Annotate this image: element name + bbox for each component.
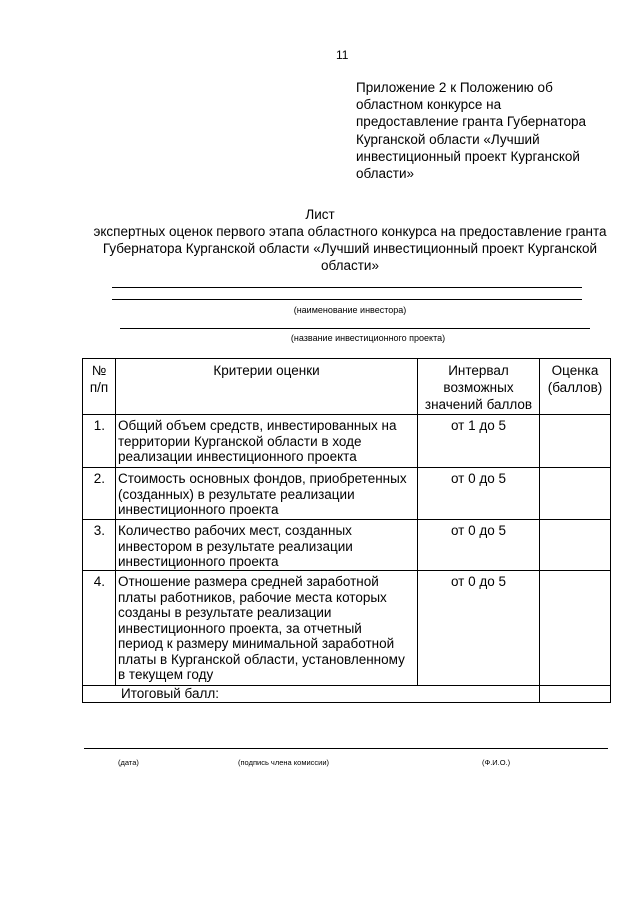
subtitle-line: области» — [320, 258, 379, 274]
header-score: Оценка (баллов) — [540, 359, 611, 415]
total-label: Итоговый балл: — [83, 686, 540, 703]
project-caption: (название инвестиционного проекта) — [290, 333, 446, 343]
score-input-cell[interactable] — [540, 468, 611, 520]
subtitle-line: экспертных оценок первого этапа областного конкурса на предоставление гранта — [93, 224, 607, 239]
criterion-description: Общий объем средств, инвестированных на территории Курганской области в ходе реализации инвестиционного проекта — [116, 415, 418, 468]
score-input-cell[interactable] — [540, 520, 611, 571]
table-row — [83, 520, 611, 571]
total-row — [83, 686, 611, 703]
criterion-description: Стоимость основных фондов, приобретенных (созданных) в результате реализации инвестиционного проекта — [116, 468, 418, 520]
appendix-line: предоставление гранта Губернатора — [356, 114, 587, 130]
row-number: 4. — [83, 571, 116, 686]
table-row — [83, 468, 611, 520]
table-row — [83, 571, 611, 686]
appendix-line: области» — [356, 166, 415, 182]
row-number: 1. — [83, 415, 116, 468]
criterion-description: Отношение размера средней заработной платы работников, рабочие места которых созданы в результате реализации инвестиционного проекта, за отчетный период к размеру минимальной заработной платы в Курганской области, установленному в текущем году — [116, 571, 418, 686]
score-input-cell[interactable] — [540, 571, 611, 686]
appendix-line: Курганской области «Лучший — [356, 131, 540, 147]
criterion-description: Количество рабочих мест, созданных инвестором в результате реализации инвестиционного проекта — [116, 520, 418, 571]
row-number: 3. — [83, 520, 116, 571]
investor-name-line — [112, 299, 582, 300]
evaluation-table — [82, 358, 611, 703]
score-range: от 0 до 5 — [418, 468, 540, 520]
signature-line — [84, 748, 608, 749]
score-range: от 0 до 5 — [418, 571, 540, 686]
header-number: № п/п — [83, 359, 116, 415]
project-name-line — [120, 328, 590, 329]
table-header-row — [83, 359, 611, 415]
appendix-line: инвестиционный проект Курганской — [356, 148, 580, 164]
appendix-note — [356, 79, 612, 182]
appendix-line: Приложение 2 к Положению об — [356, 80, 553, 95]
score-input-cell[interactable] — [540, 415, 611, 468]
document-subtitle — [74, 223, 626, 275]
investor-blank-line — [112, 287, 582, 288]
score-range: от 0 до 5 — [418, 520, 540, 571]
date-label: (дата) — [118, 758, 139, 767]
subtitle-line: Губернатора Курганской области «Лучший инвестиционный проект Курганской — [102, 241, 598, 257]
total-score-cell[interactable] — [540, 686, 611, 703]
table-row — [83, 415, 611, 468]
row-number: 2. — [83, 468, 116, 520]
page-number: 11 — [336, 48, 349, 62]
member-signature-label: (подпись члена комиссии) — [238, 758, 330, 767]
full-name-label: (Ф.И.О.) — [482, 758, 511, 767]
header-interval: Интервал возможных значений баллов — [418, 359, 540, 415]
document-title: Лист — [305, 207, 335, 222]
score-range: от 1 до 5 — [418, 415, 540, 468]
appendix-line: областном конкурсе на — [356, 97, 502, 113]
investor-caption: (наименование инвестора) — [293, 305, 407, 315]
header-criteria: Критерии оценки — [116, 359, 418, 415]
